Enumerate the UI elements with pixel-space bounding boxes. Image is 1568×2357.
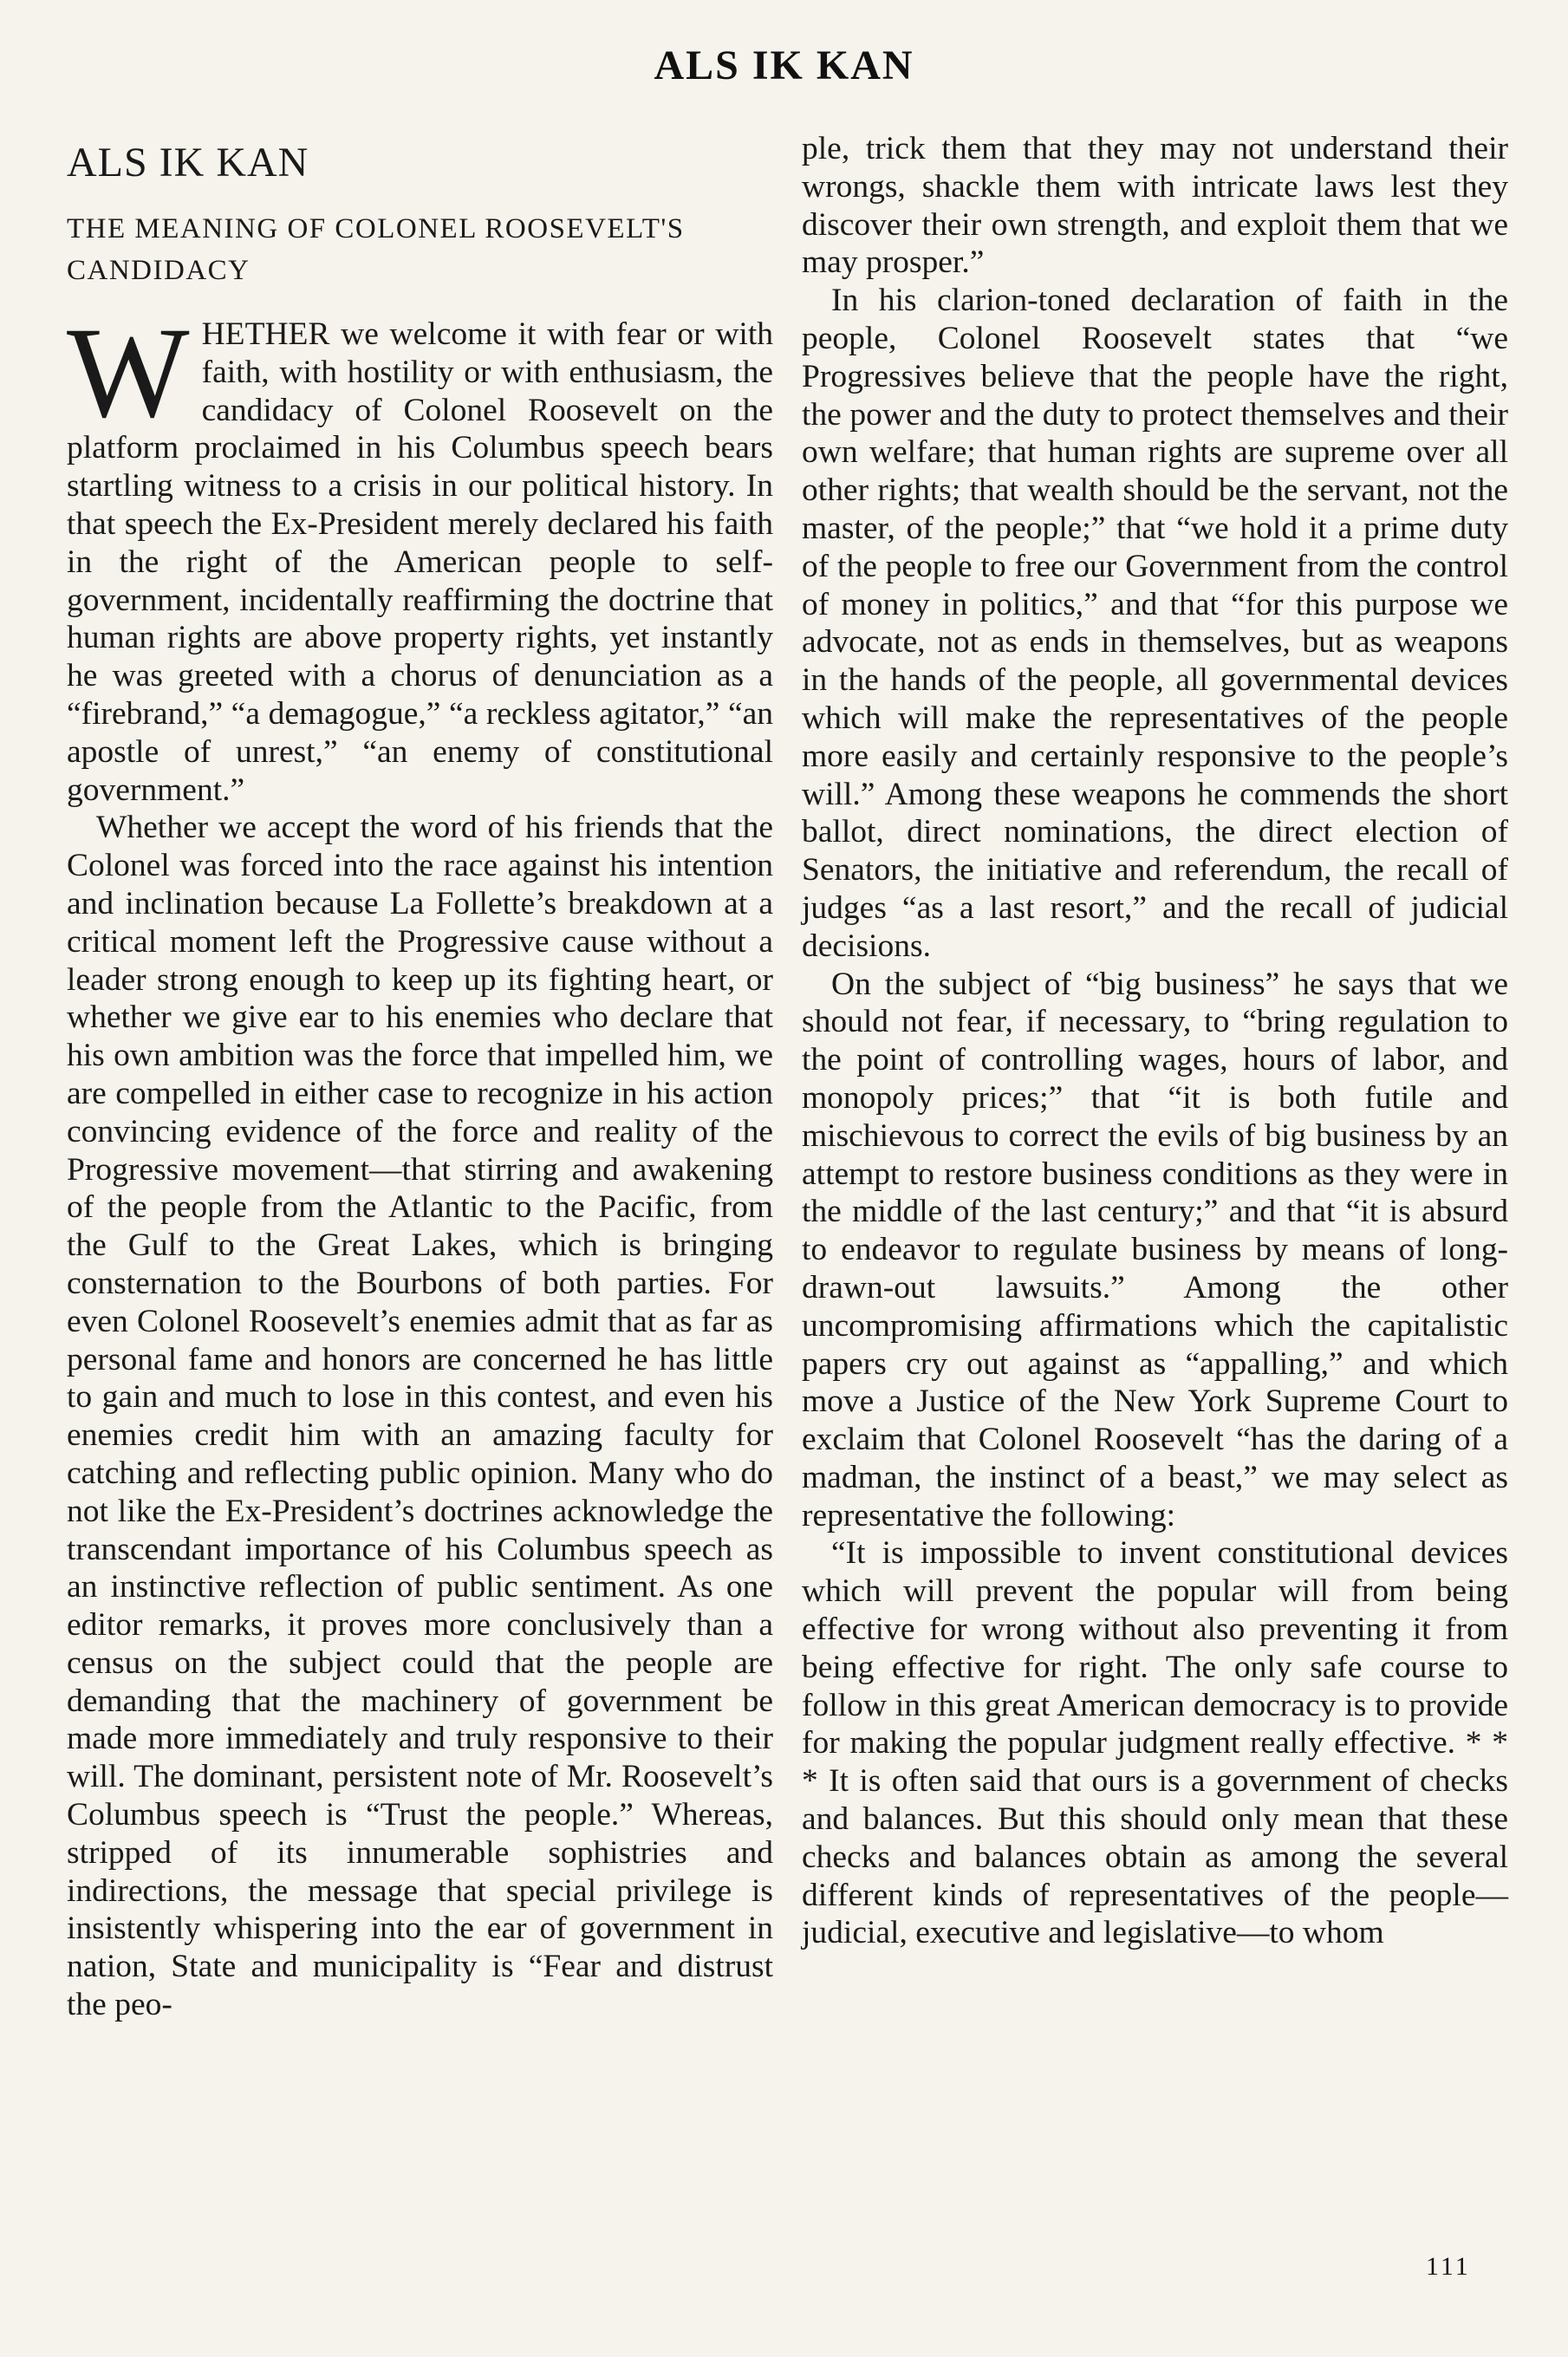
continued-paragraph: ple, trick them that they may not understand their wrongs, shackle them with intricate laws lest they discover their own strength, and exploit them that we may prosper.”	[802, 131, 1508, 281]
opening-paragraph-text: HETHER we welcome it with fear or with faith, with hostility or with enthusiasm, the candidacy of Colonel Roosevelt on the platform proclaimed in his Columbus speech bears startling witness to a crisis in our political history. In that speech the Ex-President merely declared his faith in the right of the American people to self-government, incidentally reaffirming the doctrine that human rights are above property rights, yet instantly he was greeted with a chorus of denunciation as a “firebrand,” “a demagogue,” “a reckless agitator,” “an apostle of unrest,” “an enemy of constitutional government.”	[67, 316, 773, 808]
quotation-paragraph: “It is impossible to invent constitutional devices which will prevent the popular will from being effective for wrong without also preventing it from being effective for right. The only safe course to follow in this great American democracy is to provide for making the popular judgment really effective. * * * It is often said that ours is a government of checks and balances. But this should only mean that these checks and balances obtain as among the several different kinds of representatives of the people—judicial, executive and legislative—to whom	[802, 1535, 1508, 1951]
article-title: ALS IK KAN	[67, 140, 309, 186]
body-paragraph: Whether we accept the word of his friends that the Colonel was forced into the race against his intention and inclination because La Follette’s breakdown at a critical moment left the Progressive cause without a leader strong enough to keep up its fighting heart, or whether we give ear to his enemies who declare that his own ambition was the force that impelled him, we are compelled in either case to recognize in his action convincing evidence of the force and reality of the Progressive movement—that stirring and awakening of the people from the Atlantic to the Pacific, from the Gulf to the Great Lakes, which is bringing consternation to the Bourbons of both parties. For even Colonel Roosevelt’s enemies admit that as far as personal fame and honors are concerned he has little to gain and much to lose in this contest, and even his enemies credit him with an amazing faculty for catching and reflecting public opinion. Many who do not like the Ex-President’s doctrines acknowledge the transcendant importance of his Columbus speech as an instinctive reflection of public sentiment. As one editor remarks, it proves more conclusively than a census on the subject could that the people are demanding that the machinery of government be made more immediately and truly responsive to their will. The dominant, persistent note of Mr. Roosevelt’s Columbus speech is “Trust the people.” Whereas, stripped of its innumerable sophistries and indirections, the message that special privilege is insistently whispering into the ear of government in nation, State and municipality is “Fear and distrust the peo-	[67, 810, 773, 2023]
article-subtitle: THE MEANING OF COLONEL ROOSEVELT'S CANDIDACY	[67, 213, 685, 286]
page-number: 111	[1426, 2252, 1471, 2281]
body-paragraph: On the subject of “big business” he says that we should not fear, if necessary, to “bring regulation to the point of controlling wages, hours of labor, and monopoly prices;” that “it is both futile and mischievous to correct the evils of big business by an attempt to restore business conditions as they were in the middle of the last century;” and that “it is absurd to endeavor to regulate business by means of long-drawn-out lawsuits.” Among the other uncompromising affirmations which the capitalistic papers cry out against as “appalling,” and which move a Justice of the New York Supreme Court to exclaim that Colonel Roosevelt “has the daring of a madman, the instinct of a beast,” we may select as representative the following:	[802, 966, 1508, 1533]
right-column	[802, 130, 1508, 1952]
drop-cap: W	[67, 301, 190, 445]
running-head: ALS IK KAN	[654, 42, 914, 88]
opening-paragraph	[67, 301, 773, 809]
body-paragraph: In his clarion-toned declaration of faith in the people, Colonel Roosevelt states that “we Progressives believe that the people have the right, the power and the duty to protect themselves and their own welfare; that human rights are supreme over all other rights; that wealth should be the servant, not the master, of the people;” that “we hold it a prime duty of the people to free our Government from the control of money in politics,” and that “for this purpose we advocate, not as ends in themselves, but as weapons in the hands of the people, all governmental devices which will make the representatives of the people more easily and certainly responsive to the people’s will.” Among these weapons he commends the short ballot, direct nominations, the direct election of Senators, the initiative and referendum, the recall of judges “as a last resort,” and the recall of judicial decisions.	[802, 283, 1508, 964]
left-column	[67, 130, 773, 2024]
